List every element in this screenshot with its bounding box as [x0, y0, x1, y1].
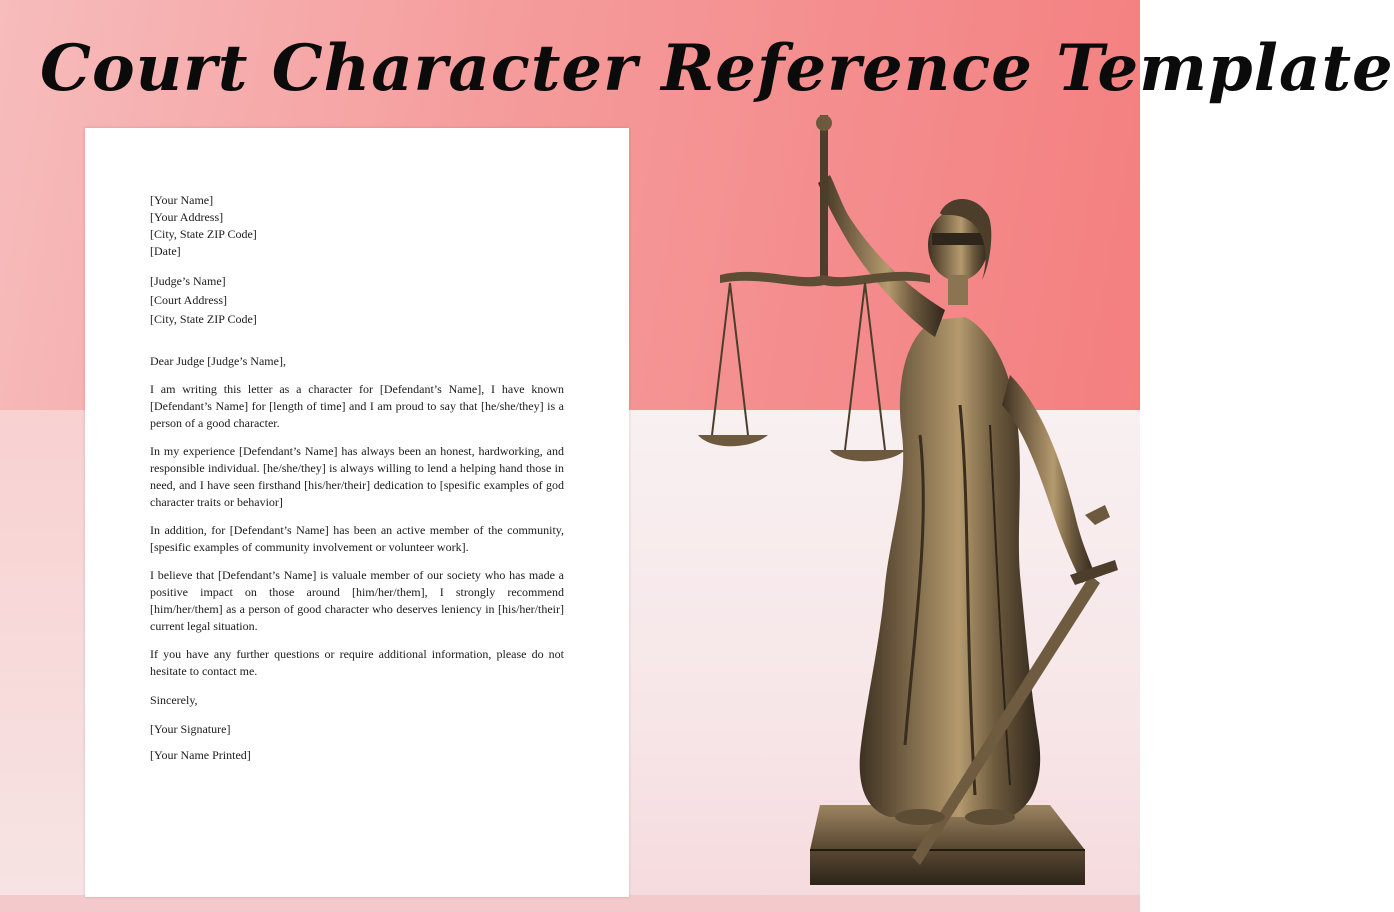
letter-body — [150, 192, 564, 764]
scale-chain — [730, 283, 748, 435]
paragraph-experience: In my experience [Defendant’s Name] has always been an honest, hardworking, and responsible individual. [he/she/they] is always willing to lend a helping hand those in need, and I have seen firsthand [his/her/their] dedication to [spesific examples of god character traits or behavior] — [150, 444, 564, 509]
scale-finial — [816, 115, 832, 131]
page-title: Court Character Reference Template — [40, 31, 1394, 106]
scale-pan-right — [830, 450, 905, 461]
letter-page — [85, 128, 629, 897]
statue-neck — [948, 275, 968, 305]
sender-address-block — [150, 192, 564, 260]
salutation: Dear Judge [Judge’s Name], — [150, 354, 286, 368]
signature: [Your Signature] — [150, 722, 231, 736]
closing: Sincerely, — [150, 693, 198, 707]
paragraph-contact: If you have any further questions or require additional information, please do not hesitate to contact me. — [150, 647, 564, 678]
paragraph-introduction: I am writing this letter as a character for [Defendant’s Name], I have known [Defendant’s Name] for [length of time] and I am proud to say that [he/she/they] is a person of a good character. — [150, 382, 564, 430]
court-address: [Court Address] — [150, 293, 227, 307]
paragraph-community: In addition, for [Defendant’s Name] has been an active member of the community, [spesific examples of community involvement or volunteer work]. — [150, 523, 564, 554]
sender-name: [Your Name] — [150, 193, 214, 207]
blindfold — [932, 233, 986, 245]
court-city: [City, State ZIP Code] — [150, 312, 257, 326]
bottom-strip — [0, 895, 1140, 912]
recipient-address-block — [150, 272, 564, 329]
scale-pan-left — [698, 435, 768, 446]
judge-name: [Judge’s Name] — [150, 274, 226, 288]
sword-hilt — [1085, 505, 1110, 525]
letter-date: [Date] — [150, 244, 181, 258]
paragraph-recommendation: I believe that [Defendant’s Name] is valuale member of our society who has made a positive impact on those around [him/her/them], I strongly recommend [him/her/them] as a person of good character who deserves leniency in [his/her/their] current legal situation. — [150, 568, 564, 633]
printed-name: [Your Name Printed] — [150, 748, 251, 762]
scale-rod — [820, 115, 828, 280]
scale-chain — [845, 283, 865, 450]
statue-raised-arm — [818, 175, 945, 337]
scale-chain — [865, 283, 885, 450]
statue-foot — [965, 809, 1015, 825]
statue-foot — [895, 809, 945, 825]
lady-justice-statue-icon — [690, 105, 1120, 895]
sender-city: [City, State ZIP Code] — [150, 227, 257, 241]
sender-address: [Your Address] — [150, 210, 224, 224]
scale-chain — [712, 283, 730, 435]
